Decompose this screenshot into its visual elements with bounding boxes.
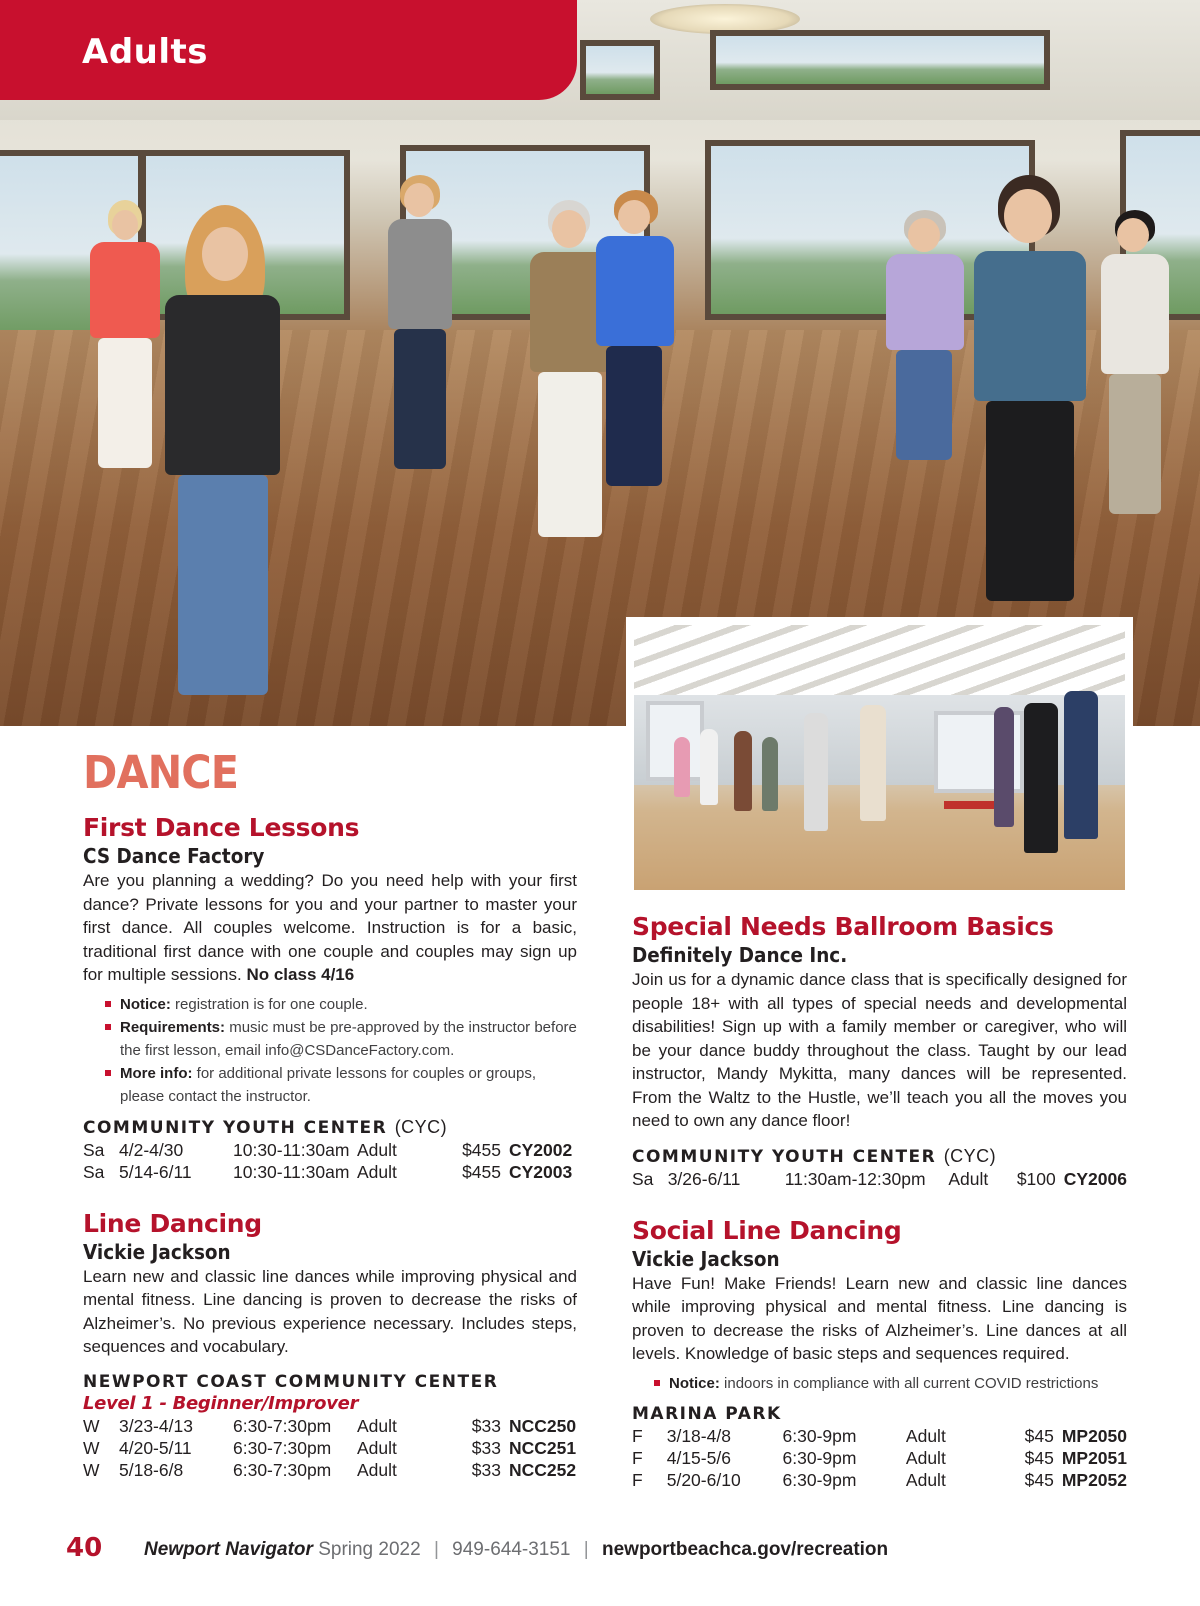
program-description: Have Fun! Make Friends! Learn new and classic line dances while improving physical and mental fitness. Line dancing is proven to decrease the risks of Alzheimer’s. Line dances at all levels. Knowledge of basic steps and sequences required.	[632, 1273, 1127, 1363]
cell-course-code: MP2050	[1061, 1425, 1127, 1446]
cell-day: F	[632, 1425, 643, 1446]
description-bold: No class 4/16	[246, 965, 355, 984]
cell-course-code: NCC250	[509, 1415, 577, 1436]
cell-time: 10:30-11:30am	[233, 1139, 350, 1160]
inset-dancer	[994, 707, 1014, 827]
schedule-table	[83, 1415, 577, 1481]
program-title: Social Line Dancing	[632, 1215, 902, 1245]
cell-day: Sa	[83, 1139, 105, 1160]
schedule-row	[83, 1459, 577, 1481]
location-heading	[83, 1116, 577, 1139]
cell-dates: 3/18-4/8	[666, 1425, 731, 1446]
location-name: COMMUNITY YOUTH CENTER	[83, 1117, 388, 1138]
instructor-figure	[150, 205, 290, 705]
program-description: Learn new and classic line dances while improving physical and mental fitness. Line dancing is proven to decrease the risks of Alzheimer’s. No previous experience necessary. Includes steps, sequences and vocabulary.	[83, 1266, 577, 1356]
cell-age: Adult	[357, 1459, 397, 1480]
cell-dates: 5/18-6/8	[119, 1459, 184, 1480]
cell-time: 6:30-7:30pm	[233, 1459, 332, 1480]
inset-dancer	[734, 731, 752, 811]
cell-course-code: CY2006	[1063, 1168, 1127, 1189]
cell-time: 6:30-9pm	[782, 1425, 857, 1446]
location-heading	[632, 1145, 1127, 1168]
cell-fee: $455	[462, 1161, 501, 1182]
cell-age: Adult	[948, 1168, 989, 1189]
inset-dancer	[674, 737, 690, 797]
cell-course-code: MP2051	[1061, 1447, 1127, 1468]
schedule-table	[632, 1425, 1127, 1491]
schedule-row	[83, 1415, 577, 1437]
section-tag	[0, 0, 577, 100]
website-link[interactable]: newportbeachca.gov/recreation	[602, 1539, 889, 1560]
cell-fee: $455	[462, 1139, 501, 1160]
cell-age: Adult	[905, 1469, 946, 1490]
dancer-figure	[1095, 210, 1175, 520]
location-abbr: (CYC)	[943, 1145, 997, 1166]
season-label: Spring 2022	[318, 1539, 421, 1560]
location-name: NEWPORT COAST COMMUNITY CENTER	[83, 1371, 499, 1392]
note-text: indoors in compliance with all current COVID restrictions	[724, 1374, 1099, 1392]
inset-ceiling-beams	[634, 625, 1125, 695]
cell-time: 10:30-11:30am	[233, 1161, 350, 1182]
program-instructor: Vickie Jackson	[83, 1239, 231, 1264]
cell-course-code: NCC252	[509, 1459, 577, 1480]
dancer-figure	[380, 175, 460, 475]
cell-age: Adult	[905, 1425, 946, 1446]
dancer-figure	[880, 210, 970, 460]
cell-course-code: MP2052	[1061, 1469, 1127, 1490]
program-title: First Dance Lessons	[83, 813, 360, 842]
inset-dancer	[700, 729, 718, 805]
note-label: More info:	[120, 1064, 193, 1082]
program-social-line-dancing	[632, 1216, 1127, 1491]
note-item	[83, 1062, 577, 1108]
cell-day: W	[83, 1459, 100, 1480]
program-line-dancing	[83, 1209, 577, 1481]
cell-course-code: CY2003	[509, 1161, 573, 1182]
program-instructor: CS Dance Factory	[83, 844, 265, 868]
schedule-table	[632, 1168, 1127, 1190]
program-instructor: Vickie Jackson	[632, 1246, 780, 1271]
cell-dates: 3/23-4/13	[119, 1415, 193, 1436]
page-number: 40	[66, 1533, 103, 1563]
cell-dates: 5/14-6/11	[119, 1161, 192, 1182]
note-label: Notice:	[120, 995, 171, 1013]
program-title: Line Dancing	[83, 1208, 262, 1238]
footer-separator: |	[583, 1539, 589, 1560]
inset-dancer	[1064, 691, 1098, 839]
inset-dancer	[804, 713, 828, 831]
location-name: MARINA PARK	[632, 1403, 782, 1424]
cell-time: 6:30-9pm	[782, 1447, 857, 1468]
hero-window	[580, 40, 660, 100]
left-column	[83, 746, 577, 1481]
cell-dates: 4/15-5/6	[666, 1447, 731, 1468]
magazine-name: Newport Navigator	[144, 1539, 313, 1560]
schedule-row	[632, 1469, 1127, 1491]
schedule-row	[83, 1161, 577, 1183]
dancer-figure	[960, 175, 1100, 615]
location-name: COMMUNITY YOUTH CENTER	[632, 1146, 937, 1167]
inset-dancer	[762, 737, 778, 811]
cell-dates: 4/2-4/30	[119, 1139, 184, 1160]
cell-fee: $33	[471, 1459, 501, 1480]
schedule-row	[632, 1447, 1127, 1469]
location-abbr: (CYC)	[394, 1116, 448, 1137]
inset-dancer	[860, 705, 886, 821]
note-text: for additional private lessons for couples or groups, please contact the instructor.	[120, 1064, 537, 1105]
schedule-table	[83, 1139, 577, 1183]
inset-photo-ballroom	[634, 625, 1125, 890]
inset-dancer	[1024, 703, 1058, 853]
page-footer	[66, 1533, 1166, 1569]
program-description: Join us for a dynamic dance class that is specifically designed for people 18+ with all types of special needs and developmental disabilities! Sign up with a family member or caregiver, who will be your dance buddy throughout the class. Taught by our lead instructor, Mandy Mykitta, many dances will be represented. From the Waltz to the Hustle, we’ll teach you all the moves you need to own any dance floor!	[632, 970, 1127, 1130]
footer-line	[144, 1539, 888, 1561]
cell-fee: $33	[471, 1415, 501, 1436]
program-first-dance-lessons	[83, 813, 577, 1183]
schedule-row	[83, 1437, 577, 1459]
cell-age: Adult	[357, 1139, 397, 1160]
cell-day: Sa	[83, 1161, 105, 1182]
cell-age: Adult	[357, 1437, 397, 1458]
program-description	[83, 869, 577, 987]
cell-time: 6:30-7:30pm	[233, 1415, 332, 1436]
cell-age: Adult	[905, 1447, 946, 1468]
note-item	[83, 1016, 577, 1062]
dancer-figure	[590, 190, 680, 495]
category-title: DANCE	[83, 746, 239, 799]
program-instructor: Definitely Dance Inc.	[632, 943, 848, 967]
notes-list	[83, 993, 577, 1108]
cell-dates: 5/20-6/10	[666, 1469, 741, 1490]
cell-fee: $45	[1024, 1447, 1054, 1468]
program-level: Level 1 - Beginner/Improver	[83, 1392, 359, 1414]
cell-time: 11:30am-12:30pm	[784, 1168, 926, 1189]
cell-age: Adult	[357, 1415, 397, 1436]
hero-window	[710, 30, 1050, 90]
cell-day: F	[632, 1447, 643, 1468]
footer-separator: |	[433, 1539, 439, 1560]
cell-fee: $45	[1024, 1425, 1054, 1446]
right-column	[632, 912, 1127, 1491]
note-text: registration is for one couple.	[175, 995, 368, 1013]
section-tag-label: Adults	[82, 32, 209, 72]
schedule-row	[632, 1168, 1127, 1190]
note-text: music must be pre-approved by the instructor before the first lesson, email info@CSDanceFactory.com.	[120, 1018, 577, 1059]
note-item	[632, 1372, 1127, 1395]
cell-day: W	[83, 1415, 100, 1436]
cell-age: Adult	[357, 1161, 397, 1182]
cell-time: 6:30-9pm	[782, 1469, 857, 1490]
schedule-row	[83, 1139, 577, 1161]
cell-day: W	[83, 1437, 100, 1458]
note-label: Notice:	[669, 1374, 720, 1392]
cell-course-code: CY2002	[509, 1139, 573, 1160]
inset-photo-frame	[626, 617, 1133, 898]
schedule-row	[632, 1425, 1127, 1447]
cell-fee: $33	[471, 1437, 501, 1458]
description-text: Are you planning a wedding? Do you need help with your first dance? Private lessons for you and your partner to master your first dance. All couples welcome. Instruction is for a basic, traditional first dance with one couple and couples may sign up for multiple sessions.	[83, 871, 577, 984]
cell-day: Sa	[632, 1168, 654, 1189]
cell-dates: 4/20-5/11	[119, 1437, 192, 1458]
phone-number: 949-644-3151	[452, 1539, 571, 1560]
note-item	[83, 993, 577, 1016]
cell-time: 6:30-7:30pm	[233, 1437, 332, 1458]
program-title: Special Needs Ballroom Basics	[632, 912, 1054, 941]
cell-dates: 3/26-6/11	[667, 1168, 741, 1189]
note-label: Requirements:	[120, 1018, 226, 1036]
cell-fee: $100	[1016, 1168, 1056, 1189]
notes-list	[632, 1372, 1127, 1395]
program-special-needs-ballroom	[632, 912, 1127, 1190]
cell-day: F	[632, 1469, 643, 1490]
cell-course-code: NCC251	[509, 1437, 577, 1458]
cell-fee: $45	[1024, 1469, 1054, 1490]
